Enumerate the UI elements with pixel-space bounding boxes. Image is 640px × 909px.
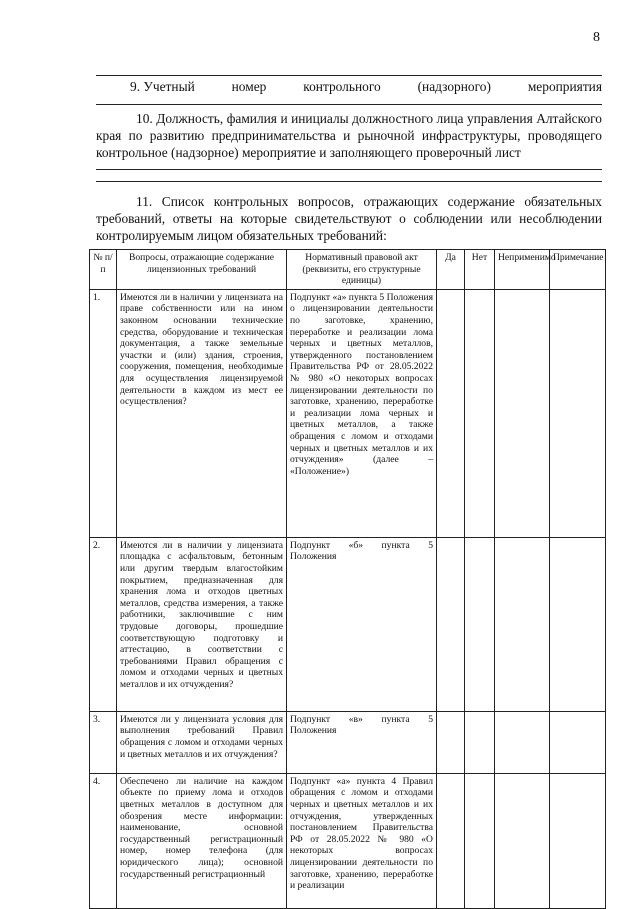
row-question: Имеются ли в наличии у лицензиата на праве собственности или на ином законном основании технические средства, оборудование и техническая документация, а также земельные участки и (или) здания, строения, сооружения, помещения, необходимые для осуществления лицензируемой деятельности в каждом из мест ее осуществления? xyxy=(117,289,287,537)
row-legal-act: Подпункт «в» пункта 5 Положения xyxy=(287,711,437,773)
row-question: Имеются ли у лицензиата условия для выполнения требований Правил обращения с ломом и отходами черных и цветных металлов и их отчуждения? xyxy=(117,711,287,773)
note-cell[interactable] xyxy=(550,289,606,537)
header-question: Вопросы, отражающие содержание лицензионных требований xyxy=(117,250,287,290)
item-10-text: 10. Должность, фамилия и инициалы должностного лица управления Алтайского края по развитию предпринимательства и рыночной инфраструктуры, проводящего контрольное (надзорное) мероприятие и заполняющего проверочный лист xyxy=(96,111,602,160)
checklist-table xyxy=(89,249,606,909)
blank-line xyxy=(96,75,602,76)
answer-yes-cell[interactable] xyxy=(437,289,465,537)
header-act: Нормативный правовой акт (реквизиты, его структурные единицы) xyxy=(287,250,437,290)
row-number: 4. xyxy=(90,773,117,908)
header-not-applicable: Неприменимо xyxy=(495,250,550,290)
answer-na-cell[interactable] xyxy=(495,537,550,711)
header-yes: Да xyxy=(437,250,465,290)
answer-no-cell[interactable] xyxy=(465,537,495,711)
header-no: Нет xyxy=(465,250,495,290)
answer-na-cell[interactable] xyxy=(495,289,550,537)
blank-line xyxy=(96,181,602,182)
row-number: 2. xyxy=(90,537,117,711)
table-row xyxy=(90,711,606,773)
item-9-text xyxy=(130,78,602,95)
table-row xyxy=(90,773,606,908)
answer-no-cell[interactable] xyxy=(465,289,495,537)
answer-na-cell[interactable] xyxy=(495,773,550,908)
row-number: 3. xyxy=(90,711,117,773)
answer-no-cell[interactable] xyxy=(465,773,495,908)
table-header-row xyxy=(90,250,606,290)
item-9-word: номер xyxy=(231,79,267,94)
row-legal-act: Подпункт «а» пункта 4 Правил обращения с ломом и отходами черных и цветных металлов и их отчуждения, утвержденных постановлением Правительства РФ от 28.05.2022 № 980 «О некоторых вопросах лицензировании деятельности по заготовке, хранению, переработке и реализации xyxy=(287,773,437,908)
row-question: Обеспечено ли наличие на каждом объекте по приему лома и отходов цветных металлов в доступном для обозрения месте информации: наименование, основной государственный регистрационный номер, номер телефона (для юридического лица); основной государственный регистрационный xyxy=(117,773,287,908)
item-11-text: 11. Список контрольных вопросов, отражающих содержание обязательных требований, ответы на которые свидетельствуют о соблюдении или несоблюдении контролируемым лицом обязательных требований: xyxy=(96,194,602,243)
row-legal-act: Подпункт «б» пункта 5 Положения xyxy=(287,537,437,711)
header-num: № п/п xyxy=(90,250,117,290)
blank-line xyxy=(96,169,602,170)
item-9-word: 9. Учетный xyxy=(130,79,195,94)
item-9-word: мероприятия xyxy=(527,79,602,94)
header-note: Примечание xyxy=(550,250,606,290)
note-cell[interactable] xyxy=(550,537,606,711)
answer-yes-cell[interactable] xyxy=(437,773,465,908)
note-cell[interactable] xyxy=(550,773,606,908)
table-row xyxy=(90,537,606,711)
answer-na-cell[interactable] xyxy=(495,711,550,773)
row-question: Имеются ли в наличии у лицензиата площадка с асфальтовым, бетонным или другим твердым влагостойким покрытием, предназначенная для хранения лома и отходов цветных металлов, средства измерения, а также работники, заключившие с ним трудовые договоры, прошедшие соответствующую подготовку и аттестацию, в соответствии с требованиями Правил обращения с ломом и отходами черных и цветных металлов и их отчуждения? xyxy=(117,537,287,711)
answer-yes-cell[interactable] xyxy=(437,711,465,773)
answer-no-cell[interactable] xyxy=(465,711,495,773)
page-number: 8 xyxy=(593,30,600,45)
row-number: 1. xyxy=(90,289,117,537)
blank-line xyxy=(96,104,602,105)
answer-yes-cell[interactable] xyxy=(437,537,465,711)
item-9-word: (надзорного) xyxy=(417,79,491,94)
table-row xyxy=(90,289,606,537)
row-legal-act: Подпункт «а» пункта 5 Положения о лицензировании деятельности по заготовке, хранению, переработке и реализации лома черных и цветных металлов, утвержденного постановлением Правительства РФ от 28.05.2022 № 980 «О некоторых вопросах лицензировании деятельности по заготовке, хранению, переработке и реализации лома черных и цветных металлов, а также обращения с ломом и отходами черных и цветных металлов и их отчуждения» (далее – «Положение») xyxy=(287,289,437,537)
note-cell[interactable] xyxy=(550,711,606,773)
item-9-word: контрольного xyxy=(303,79,381,94)
